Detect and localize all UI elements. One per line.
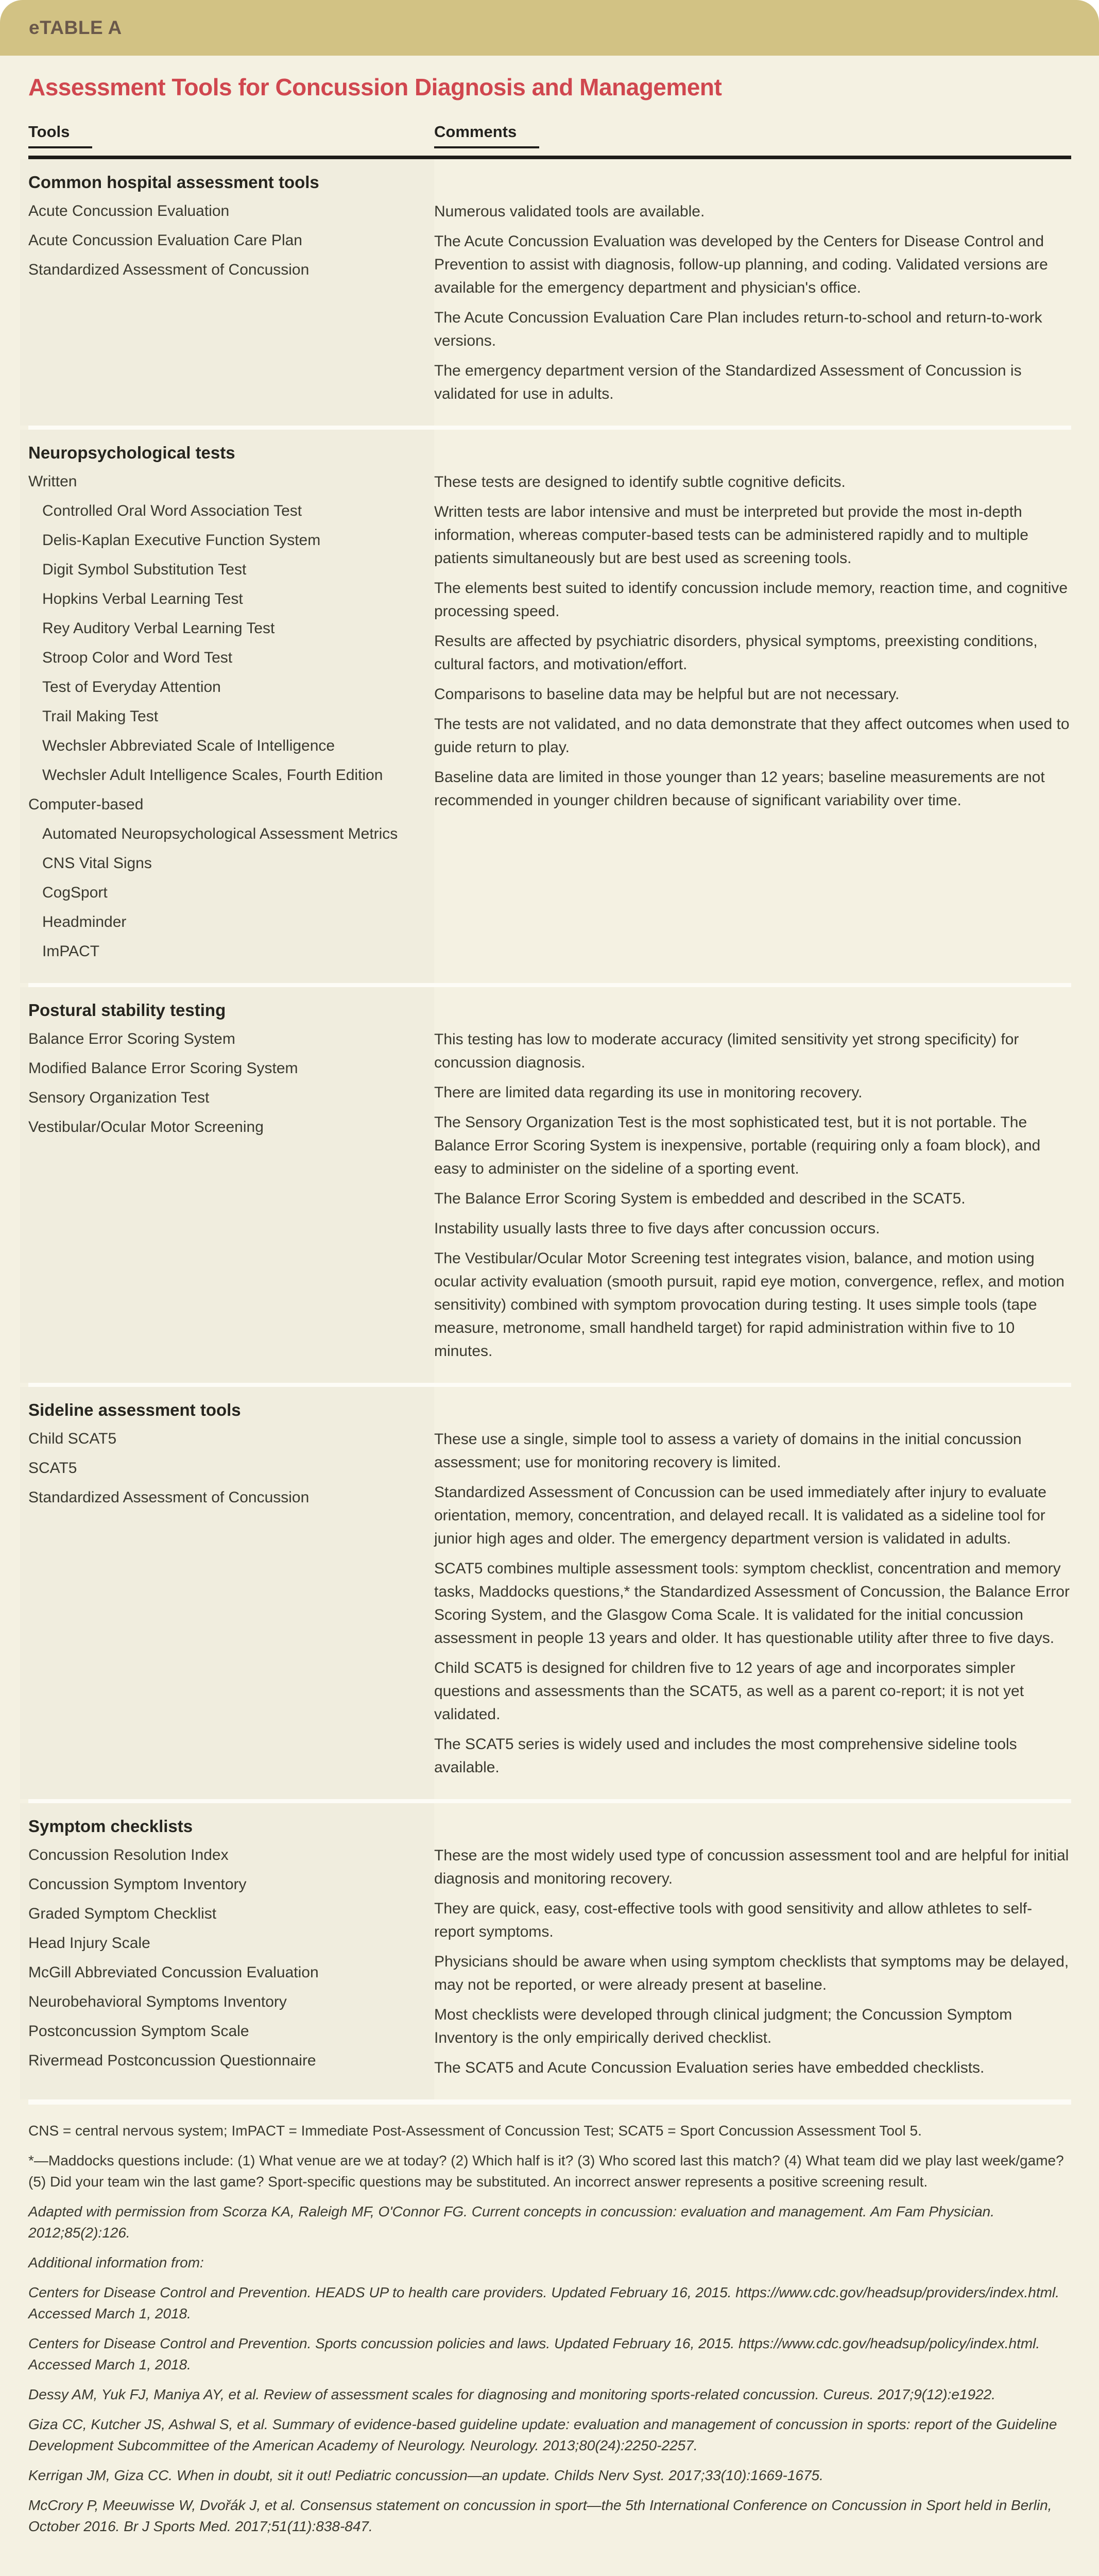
comment-paragraph: Numerous validated tools are available. xyxy=(434,203,705,220)
section-comments-column xyxy=(434,159,1071,426)
table-sections xyxy=(28,159,1071,2099)
section-divider xyxy=(28,983,1071,987)
tool-item: SCAT5 xyxy=(28,1460,77,1477)
footnote-divider xyxy=(28,2099,1071,2105)
section-tools-column xyxy=(20,987,434,1383)
tool-item: Wechsler Adult Intelligence Scales, Fourth Edition xyxy=(42,767,383,784)
comment-paragraph: Child SCAT5 is designed for children five to 12 years of age and incorporates simpler questions and assessments than the SCAT5, as well as a parent co-report; it is not yet validated. xyxy=(434,1659,1024,1723)
footnote-reference: Giza CC, Kutcher JS, Ashwal S, et al. Summary of evidence-based guideline update: evaluation and management of concussion in sports: report of the Guideline Development Subcommittee of the American Academy of Neurology. Neurology. 2013;80(24):2250-2257. xyxy=(28,2416,1057,2453)
column-header-comments: Comments xyxy=(434,123,1071,148)
section-divider xyxy=(28,1383,1071,1387)
tool-item: Postconcussion Symptom Scale xyxy=(28,2023,249,2040)
comment-paragraph: These use a single, simple tool to assess a variety of domains in the initial concussion assessment; use for monitoring recovery is limited. xyxy=(434,1431,1022,1471)
tool-item: Stroop Color and Word Test xyxy=(42,649,233,666)
tool-item: Standardized Assessment of Concussion xyxy=(28,261,310,278)
tool-item: Written xyxy=(28,473,77,490)
section-tools-column xyxy=(20,159,434,426)
comment-paragraph: The Vestibular/Ocular Motor Screening test integrates vision, balance, and motion using ocular activity evaluation (smooth pursuit, rapid eye motion, convergence, reflex, and motion sensitivity) combined with symptom provocation during testing. It uses simple tools (tape measure, metronome, small handheld target) for rapid administration within five to 10 minutes. xyxy=(434,1250,1064,1360)
tool-item: Trail Making Test xyxy=(42,708,159,725)
tool-item: Graded Symptom Checklist xyxy=(28,1905,217,1922)
etable-header-bar xyxy=(0,0,1099,56)
header-rule xyxy=(28,156,1071,159)
table-section xyxy=(28,159,1071,426)
tool-item: McGill Abbreviated Concussion Evaluation xyxy=(28,1964,319,1981)
comment-paragraph: The SCAT5 and Acute Concussion Evaluation series have embedded checklists. xyxy=(434,2059,985,2076)
section-divider xyxy=(28,426,1071,430)
section-divider xyxy=(28,1799,1071,1803)
section-tools-column xyxy=(20,1387,434,1799)
tool-item: Standardized Assessment of Concussion xyxy=(28,1489,310,1506)
section-tools-column xyxy=(20,430,434,983)
footnote-text: CNS = central nervous system; ImPACT = Immediate Post-Assessment of Concussion Test; SCAT5 = Sport Concussion Assessment Tool 5. xyxy=(28,2123,922,2139)
tool-item: Sensory Organization Test xyxy=(28,1089,210,1106)
footnote-reference: Centers for Disease Control and Prevention. Sports concussion policies and laws. Updated February 16, 2015. https://www.cdc.gov/headsup/policy/index.html. Accessed March 1, 2018. xyxy=(28,2335,1040,2372)
section-comments-column xyxy=(434,1387,1071,1799)
tool-item: Neurobehavioral Symptoms Inventory xyxy=(28,1993,287,2010)
footnote-reference: Kerrigan JM, Giza CC. When in doubt, sit it out! Pediatric concussion—an update. Childs Nerv Syst. 2017;33(10):1669-1675. xyxy=(28,2467,823,2483)
section-header: Postural stability testing xyxy=(28,1001,226,1020)
section-tools-column xyxy=(20,1803,434,2099)
comment-paragraph: Written tests are labor intensive and must be interpreted but provide the most in-depth information, whereas computer-based tests can be administered rapidly and to multiple patients simultaneously but are best used as screening tools. xyxy=(434,503,1028,567)
comment-paragraph: The elements best suited to identify concussion include memory, reaction time, and cognitive processing speed. xyxy=(434,580,1068,620)
section-comments-column xyxy=(434,987,1071,1383)
section-header: Sideline assessment tools xyxy=(28,1400,241,1419)
tool-item: Concussion Resolution Index xyxy=(28,1846,229,1863)
comment-paragraph: These are the most widely used type of concussion assessment tool and are helpful for initial diagnosis and monitoring recovery. xyxy=(434,1847,1069,1887)
tool-item: ImPACT xyxy=(42,943,100,960)
table-section xyxy=(28,987,1071,1383)
comment-paragraph: The SCAT5 series is widely used and includes the most comprehensive sideline tools available. xyxy=(434,1736,1017,1776)
tool-item: Test of Everyday Attention xyxy=(42,679,221,696)
footnote-reference: Dessy AM, Yuk FJ, Maniya AY, et al. Review of assessment scales for diagnosing and monitoring sports-related concussion. Cureus. 2017;9(12):e1922. xyxy=(28,2386,995,2402)
tool-item: Wechsler Abbreviated Scale of Intelligence xyxy=(42,737,335,754)
tool-item: Balance Error Scoring System xyxy=(28,1030,235,1047)
tool-item: Headminder xyxy=(42,913,127,930)
tool-item: Vestibular/Ocular Motor Screening xyxy=(28,1118,264,1136)
section-comments-column xyxy=(434,1803,1071,2099)
comment-paragraph: There are limited data regarding its use in monitoring recovery. xyxy=(434,1084,863,1101)
tool-item: Head Injury Scale xyxy=(28,1935,150,1952)
comment-paragraph: The Acute Concussion Evaluation was developed by the Centers for Disease Control and Prevention to assist with diagnosis, follow-up planning, and coding. Validated versions are available for the emergency department and physician's office. xyxy=(434,233,1048,296)
comment-paragraph: Baseline data are limited in those younger than 12 years; baseline measurements are not recommended in younger children because of significant variability over time. xyxy=(434,769,1045,809)
table-title: Assessment Tools for Concussion Diagnosis and Management xyxy=(28,74,722,100)
tool-item: Delis-Kaplan Executive Function System xyxy=(42,532,321,549)
comment-paragraph: The emergency department version of the Standardized Assessment of Concussion is validated for use in adults. xyxy=(434,362,1022,402)
comment-paragraph: These tests are designed to identify subtle cognitive deficits. xyxy=(434,473,846,490)
tool-item: Acute Concussion Evaluation Care Plan xyxy=(28,232,302,249)
section-header: Common hospital assessment tools xyxy=(28,173,319,192)
comment-paragraph: The Sensory Organization Test is the most sophisticated test, but it is not portable. The Balance Error Scoring System is inexpensive, portable (requiring only a foam block), and easy to administer on the sideline of a sporting event. xyxy=(434,1114,1041,1177)
section-header: Symptom checklists xyxy=(28,1817,193,1836)
table-section xyxy=(28,1803,1071,2099)
tool-item: Acute Concussion Evaluation xyxy=(28,202,230,219)
tool-item: CogSport xyxy=(42,884,108,901)
tool-item: Child SCAT5 xyxy=(28,1430,117,1447)
tool-item: Controlled Oral Word Association Test xyxy=(42,502,302,519)
footnote-reference: McCrory P, Meeuwisse W, Dvořák J, et al. Consensus statement on concussion in sport—the 5th International Conference on Concussion in Sport held in Berlin, October 2016. Br J Sports Med. 2017;51(11):838-847. xyxy=(28,2497,1052,2534)
comment-paragraph: Instability usually lasts three to five days after concussion occurs. xyxy=(434,1220,880,1237)
comment-paragraph: The tests are not validated, and no data demonstrate that they affect outcomes when used to guide return to play. xyxy=(434,716,1070,756)
column-header-tools: Tools xyxy=(28,123,434,148)
comment-paragraph: The Balance Error Scoring System is embedded and described in the SCAT5. xyxy=(434,1190,966,1207)
tool-item: Hopkins Verbal Learning Test xyxy=(42,590,243,607)
tool-item: Rey Auditory Verbal Learning Test xyxy=(42,620,275,637)
column-header-row xyxy=(28,123,1071,148)
comment-paragraph: Comparisons to baseline data may be helpful but are not necessary. xyxy=(434,686,900,703)
section-comments-column xyxy=(434,430,1071,983)
tool-item: CNS Vital Signs xyxy=(42,855,152,872)
section-header: Neuropsychological tests xyxy=(28,443,235,462)
tool-item: Modified Balance Error Scoring System xyxy=(28,1060,298,1077)
comment-paragraph: Results are affected by psychiatric disorders, physical symptoms, preexisting conditions, cultural factors, and motivation/effort. xyxy=(434,633,1038,673)
comment-paragraph: The Acute Concussion Evaluation Care Plan includes return-to-school and return-to-work versions. xyxy=(434,309,1042,349)
comment-paragraph: This testing has low to moderate accuracy (limited sensitivity yet strong specificity) for concussion diagnosis. xyxy=(434,1031,1019,1071)
tool-item: Computer-based xyxy=(28,796,144,813)
etable-body xyxy=(0,56,1099,2576)
footnotes-block xyxy=(28,2105,1071,2537)
table-section xyxy=(28,1387,1071,1799)
table-section xyxy=(28,430,1071,983)
tool-item: Concussion Symptom Inventory xyxy=(28,1876,247,1893)
comment-paragraph: SCAT5 combines multiple assessment tools: symptom checklist, concentration and memory tasks, Maddocks questions,* the Standardized Assessment of Concussion, the Balance Error Scoring System, and the Glasgow Coma Scale. It is validated for the initial concussion assessment in people 13 years and older. It has questionable utility after three to five days. xyxy=(434,1560,1070,1647)
footnote-reference: Centers for Disease Control and Prevention. HEADS UP to health care providers. Updated February 16, 2015. https://www.cdc.gov/headsup/providers/index.html. Accessed March 1, 2018. xyxy=(28,2284,1059,2321)
comment-paragraph: Most checklists were developed through clinical judgment; the Concussion Symptom Inventory is the only empirically derived checklist. xyxy=(434,2006,1012,2046)
comment-paragraph: Physicians should be aware when using symptom checklists that symptoms may be delayed, may not be reported, or were already present at baseline. xyxy=(434,1953,1069,1993)
footnote-reference: Additional information from: xyxy=(28,2255,204,2270)
etable-label: eTABLE A xyxy=(29,17,122,38)
comment-paragraph: Standardized Assessment of Concussion can be used immediately after injury to evaluate orientation, memory, concentration, and delayed recall. It is validated as a sideline tool for junior high ages and older. The emergency department version is validated in adults. xyxy=(434,1484,1046,1547)
comment-paragraph: They are quick, easy, cost-effective tools with good sensitivity and allow athletes to self-report symptoms. xyxy=(434,1900,1033,1940)
tool-item: Automated Neuropsychological Assessment Metrics xyxy=(42,825,398,842)
tool-item: Digit Symbol Substitution Test xyxy=(42,561,247,578)
footnote-text: *—Maddocks questions include: (1) What venue are we at today? (2) Which half is it? (3) Who scored last this match? (4) What team did we play last week/game? (5) Did your team win the last game? Sport-specific questions may be substituted. An incorrect answer represents a positive screening result. xyxy=(28,2153,1064,2190)
footnote-reference: Adapted with permission from Scorza KA, Raleigh MF, O'Connor FG. Current concepts in concussion: evaluation and management. Am Fam Physician. 2012;85(2):126. xyxy=(28,2204,994,2241)
tool-item: Rivermead Postconcussion Questionnaire xyxy=(28,2052,316,2069)
